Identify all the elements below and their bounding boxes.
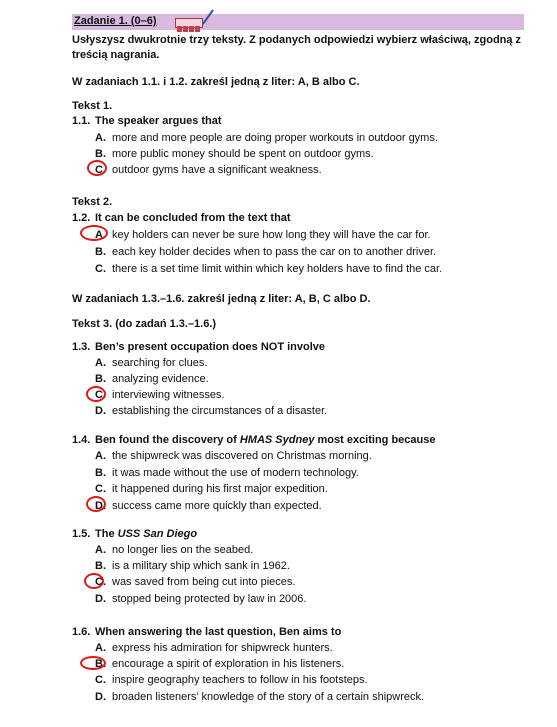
ship-name: HMAS Sydney [239,434,315,446]
question-number: 1.2. [72,212,91,224]
answer-circle-1-1 [87,160,107,176]
option-1-4-c[interactable]: C. it happened during his first major expedition. [95,483,328,495]
answer-circle-1-4 [86,496,106,512]
pencil-icon [201,9,215,25]
text1-heading: Tekst 1. [72,100,113,112]
option-1-4-a[interactable]: A. the shipwreck was discovered on Christmas morning. [95,450,372,462]
question-number: 1.4. [72,434,91,446]
instruction-1: W zadaniach 1.1. i 1.2. zakreśl jedną z liter: A, B albo C. [72,76,360,88]
question-1-3 [72,341,325,353]
option-1-6-b[interactable]: B. encourage a spirit of exploration in his listeners. [95,658,345,670]
option-1-6-d[interactable]: D. broaden listeners’ knowledge of the story of a certain shipwreck. [95,691,425,703]
option-1-1-b[interactable]: B. more public money should be spent on outdoor gyms. [95,148,374,160]
question-1-6 [72,626,341,638]
question-1-2 [72,212,291,224]
score-boxes-icon [175,18,203,28]
instruction-2: W zadaniach 1.3.–1.6. zakreśl jedną z liter: A, B, C albo D. [72,293,371,305]
option-1-5-a[interactable]: A. no longer lies on the seabed. [95,544,254,556]
question-1-1 [72,115,222,127]
option-1-5-c[interactable]: C. was saved from being cut into pieces. [95,576,296,588]
question-number: 1.6. [72,626,91,638]
option-1-3-c[interactable]: C. interviewing witnesses. [95,389,225,401]
question-1-5 [72,528,197,540]
option-1-6-a[interactable]: A. express his admiration for shipwreck hunters. [95,642,333,654]
question-text: When answering the last question, Ben aims to [95,626,342,638]
question-text: It can be concluded from the text that [95,212,291,224]
task-instruction: Usłyszysz dwukrotnie trzy teksty. Z podanych odpowiedzi wybierz właściwą, zgodną z treścią nagrania. [72,34,522,61]
answer-circle-1-2 [80,225,108,241]
option-1-5-d[interactable]: D. stopped being protected by law in 2006. [95,593,307,605]
question-number: 1.5. [72,528,91,540]
ship-name: USS San Diego [117,528,198,540]
option-1-2-a[interactable]: A. key holders can never be sure how long they will have the car for. [95,229,431,241]
option-1-1-c[interactable]: C. outdoor gyms have a significant weakness. [95,164,322,176]
option-1-3-a[interactable]: A. searching for clues. [95,357,208,369]
option-1-2-b[interactable]: B. each key holder decides when to pass the car on to another driver. [95,246,437,258]
option-1-4-d[interactable]: D. success came more quickly than expected. [95,500,322,512]
option-1-6-c[interactable]: C. inspire geography teachers to follow in his footsteps. [95,674,368,686]
answer-circle-1-5 [84,573,104,589]
question-text-before: Ben found the discovery of [95,434,240,446]
answer-circle-1-3 [86,386,106,402]
question-text: Ben’s present occupation does NOT involve [95,341,326,353]
question-text-after: most exciting because [314,434,436,446]
text2-heading: Tekst 2. [72,196,113,208]
question-number: 1.1. [72,115,91,127]
question-number: 1.3. [72,341,91,353]
option-1-5-b[interactable]: B. is a military ship which sank in 1962. [95,560,290,572]
option-1-3-d[interactable]: D. establishing the circumstances of a disaster. [95,405,328,417]
option-1-3-b[interactable]: B. analyzing evidence. [95,373,209,385]
question-text: The speaker argues that [95,115,222,127]
task-title: Zadanie 1. (0–6) [74,15,157,27]
answer-circle-1-6 [80,656,106,670]
option-1-2-c[interactable]: C. there is a set time limit within which key holders have to find the car. [95,263,443,275]
option-1-4-b[interactable]: B. it was made without the use of modern technology. [95,467,359,479]
question-1-4 [72,434,435,446]
question-text-before: The [95,528,118,540]
option-1-1-a[interactable]: A. more and more people are doing proper workouts in outdoor gyms. [95,132,438,144]
text3-heading: Tekst 3. (do zadań 1.3.–1.6.) [72,318,217,330]
